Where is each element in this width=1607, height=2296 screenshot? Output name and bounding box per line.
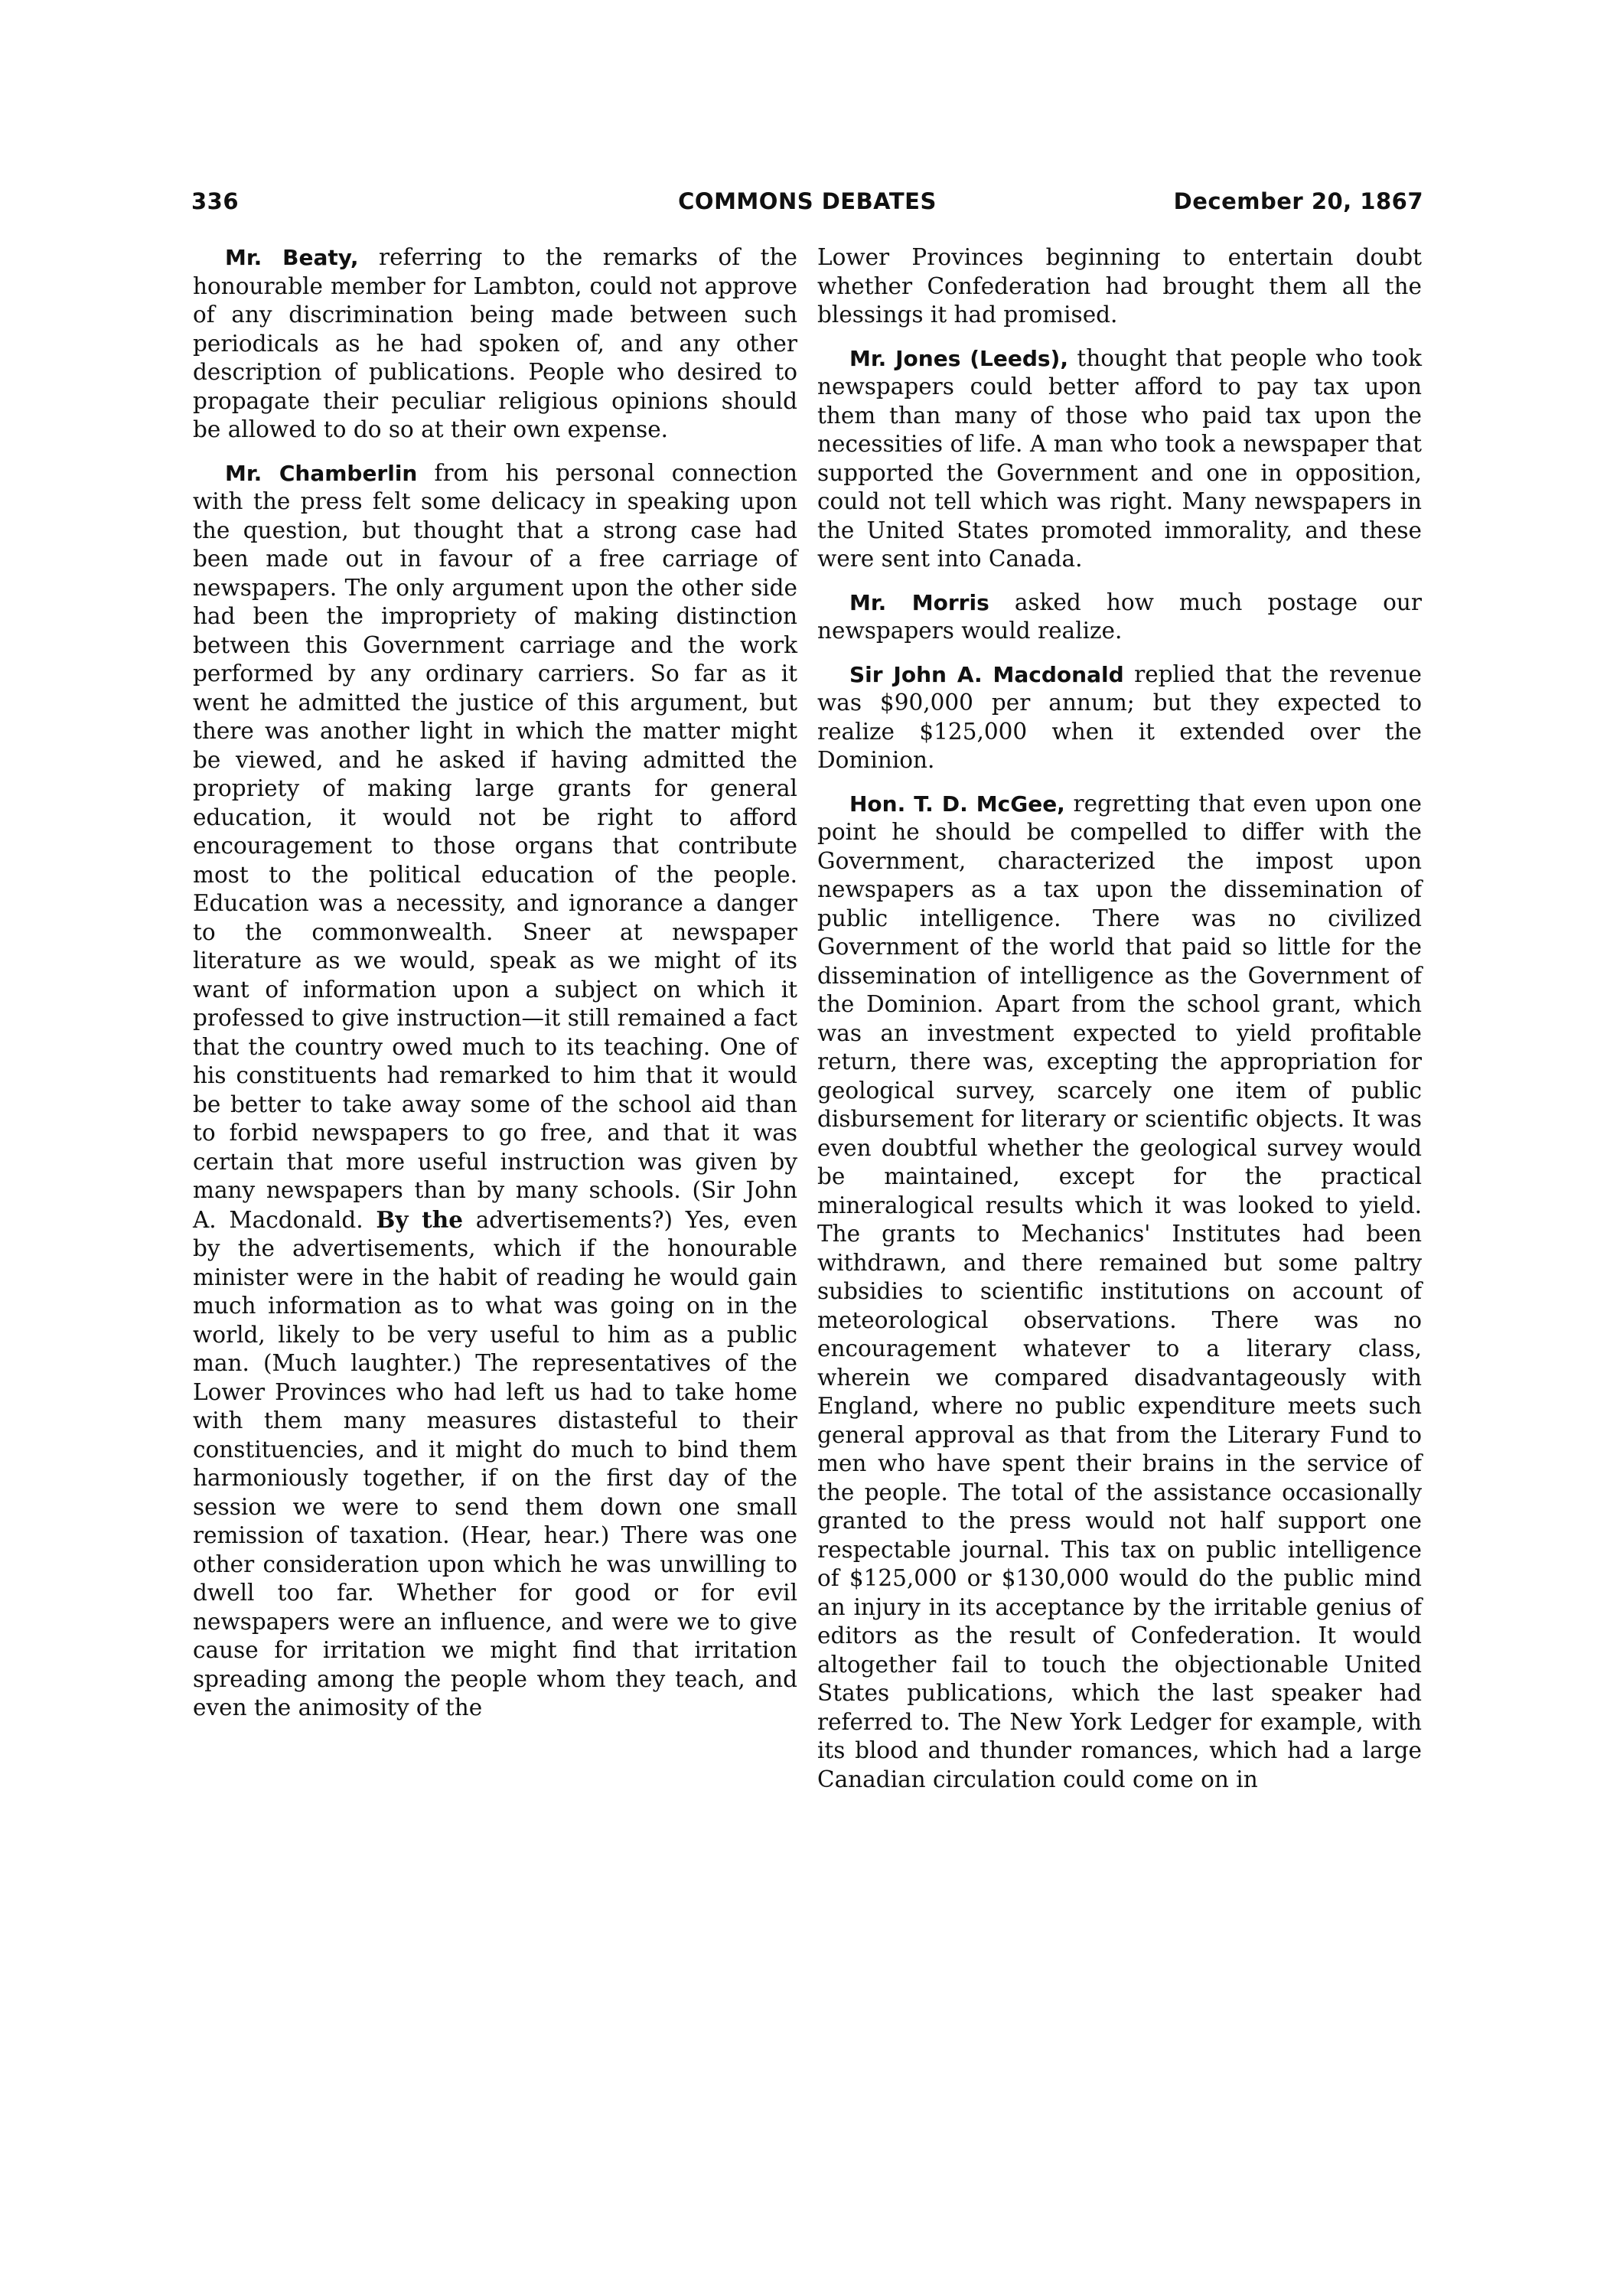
paragraph-text: regretting that even upon one point he should be compelled to differ with the Government, characterized the impost upon newspapers as a tax upon the dissemination of public intelligence. There was no civilized Government of the world that paid so little for the dissemination of intelligence as the Government of the Dominion. Apart from the school grant, which was an investment expected to yield profitable return, there was, excepting the appropriation for geological survey, scarcely one item of public disbursement for literary or scientific objects. It was even doubtful whether the geological survey would be maintained, except for the practical mineralogical results which it was looked to yield. The grants to Mechanics' Institutes had been withdrawn, and there remained but some paltry subsidies to scientific institutions on account of meteorological observations. There was no encouragement whatever to a literary class, wherein we compared disadvantageously with England, where no public expenditure meets such general approval as that from the Literary Fund to men who have spent their brains in the service of the people. The total of the assistance occasionally granted to the press would not half support one respectable journal. This tax on public intelligence of $125,000 or $130,000 would do the public mind an injury in its acceptance by the irritable genius of editors as the result of Confederation. It would altogether fail to touch the objectionable United States publications, which the last speaker had referred to. The New York Ledger for example, with its blood and thunder romances, which had a large Canadian circulation could come on in bbox=[817, 790, 1422, 1792]
paragraph-text: thought that people who took newspapers could better afford to pay tax upon them than many of those who paid tax upon the necessities of life. A man who took a newspaper that supported the Government and one in opposition, could not tell which was right. Many newspapers in the United States promoted immorality, and these were sent into Canada. bbox=[817, 344, 1422, 572]
paragraph-jones bbox=[817, 344, 1422, 574]
paragraph-text: Lower Provinces beginning to entertain doubt whether Confederation had brought them all the blessings it had promised. bbox=[817, 244, 1422, 328]
paragraph-text: asked how much postage our newspapers would realize. bbox=[817, 589, 1423, 644]
page-number: 336 bbox=[191, 188, 240, 214]
speaker-name: Mr. Jones (Leeds), bbox=[849, 345, 1068, 371]
paragraph-text: referring to the remarks of the honourable member for Lambton, could not approve of any discrimination being made between such periodicals as he had spoken of, and any other description of publications. People who desired to propagate their peculiar religious opinions should be allowed to do so at their own expense. bbox=[193, 244, 797, 442]
speaker-name: Sir John A. Macdonald bbox=[849, 661, 1124, 687]
paragraph-text: advertisements?) Yes, even by the advertisements, which if the honourable minister were in the habit of reading he would gain much information as to what was going on in the world, likely to be very useful to him as a public man. (Much laughter.) The representatives of the Lower Provinces who had left us had to take home with them many measures distasteful to their constituencies, and it might do much to bind them harmoniously together, if on the first day of the session we were to send them down one small remission of taxation. (Hear, hear.) There was one other consideration upon which he was unwilling to dwell too far. Whether for good or for evil newspapers were an influence, and were we to give cause for irritation we might find that irritation spreading among the people whom they teach, and even the animosity of the bbox=[193, 1206, 797, 1720]
paragraph-text: replied that the revenue was $90,000 per annum; but they expected to realize $125,000 when it extended over the Dominion. bbox=[817, 660, 1422, 773]
publication-date: December 20, 1867 bbox=[1173, 188, 1423, 214]
paragraph-beaty bbox=[193, 243, 797, 445]
page-header bbox=[191, 188, 1423, 219]
speaker-name: Mr. Morris bbox=[849, 589, 989, 615]
paragraph-continuation bbox=[817, 243, 1422, 330]
paragraph-mcgee bbox=[817, 790, 1422, 1795]
paragraph-macdonald bbox=[817, 660, 1422, 775]
publication-title: COMMONS DEBATES bbox=[678, 188, 937, 214]
paragraph-chamberlin bbox=[193, 459, 797, 1723]
paragraph-morris bbox=[817, 589, 1422, 646]
speaker-name: Mr. Chamberlin bbox=[225, 460, 418, 486]
inline-bold-text: By the bbox=[376, 1205, 463, 1233]
speaker-name: Mr. Beaty, bbox=[225, 245, 359, 270]
paragraph-text: from his personal connection with the press felt some delicacy in speaking upon the question, but thought that a strong case had been made out in favour of a free carriage of newspapers. The only argument upon the other side had been the impropriety of making distinction between this Government carriage and the work performed by any ordinary carriers. So far as it went he admitted the justice of this argument, but there was another light in which the matter might be viewed, and he asked if having admitted the propriety of making large grants for general education, it would not be right to afford encouragement to those organs that contribute most to the political education of the people. Education was a necessity, and ignorance a danger to the commonwealth. Sneer at newspaper literature as we would, speak as we might of its want of information upon a subject on which it professed to give instruction—it still remained a fact that the country owed much to its teaching. One of his constituents had remarked to him that it would be better to take away some of the school aid than to forbid newspapers to go free, and that it was certain that more useful instruction was given by many newspapers than by many schools. (Sir John A. Macdonald. bbox=[193, 459, 797, 1233]
right-column bbox=[817, 243, 1422, 1808]
left-column bbox=[193, 243, 797, 1737]
speaker-name: Hon. T. D. McGee, bbox=[849, 791, 1065, 817]
